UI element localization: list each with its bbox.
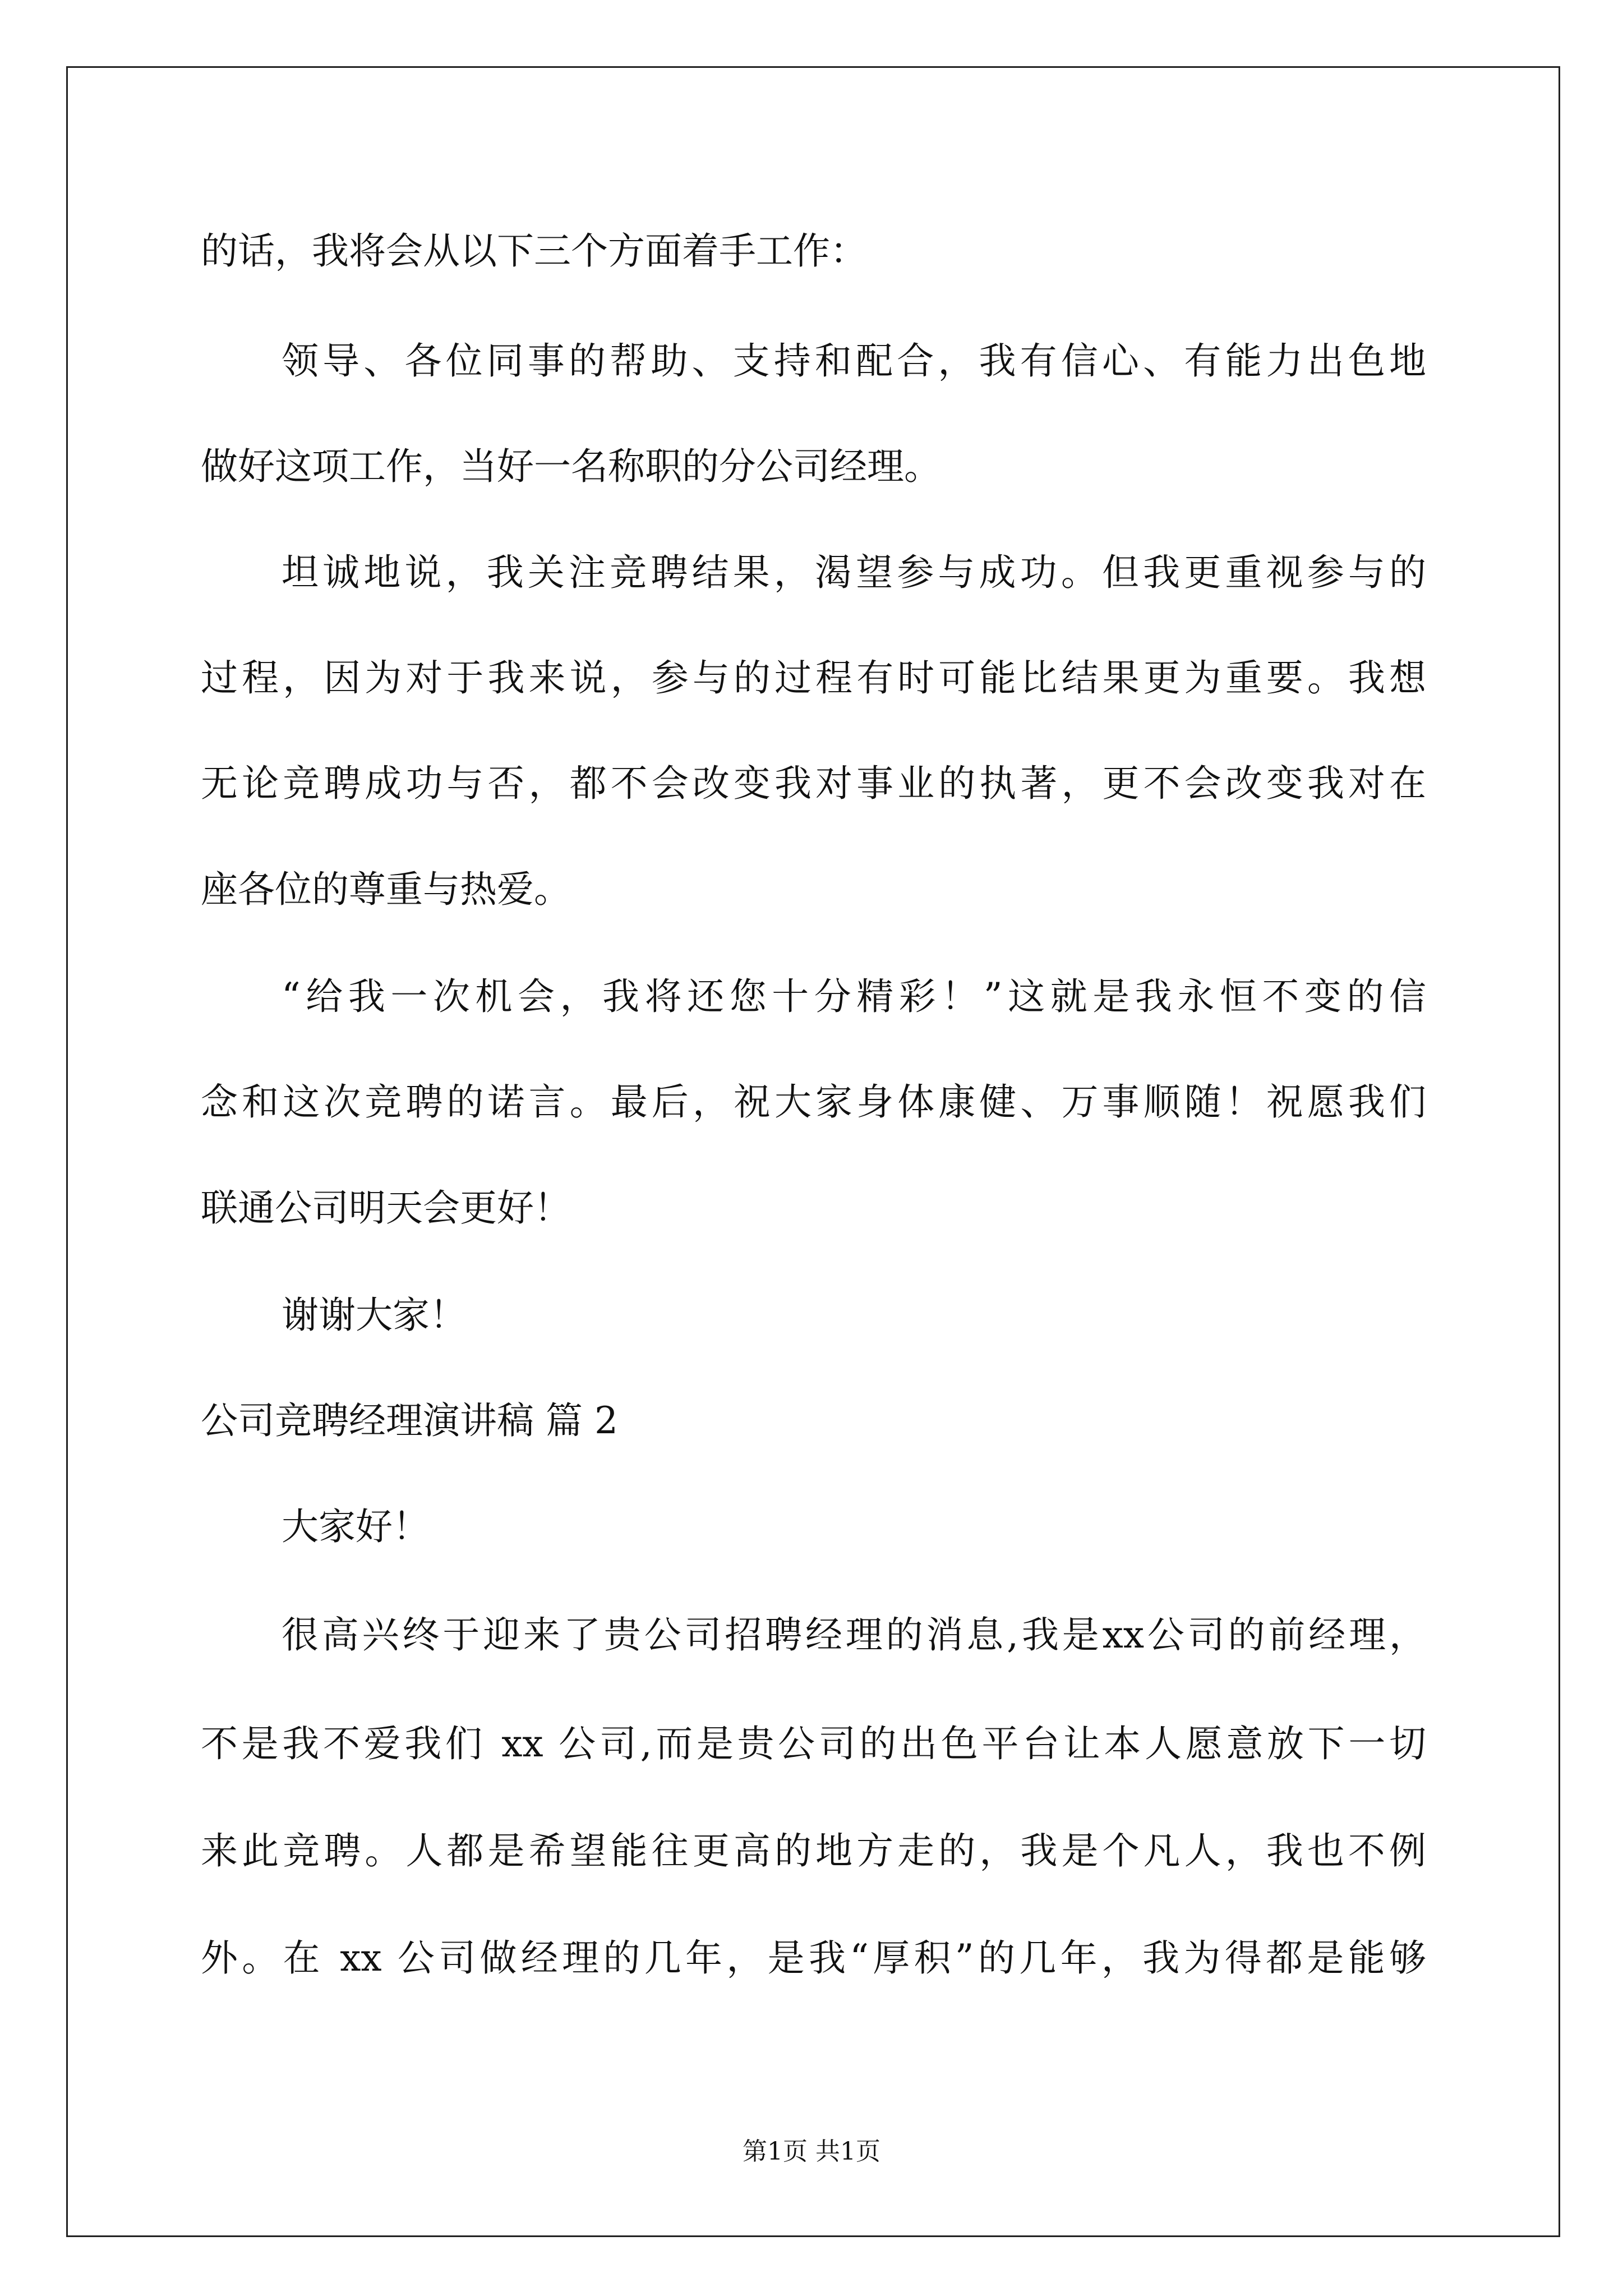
body-line: 来此竞聘。人都是希望能往更高的地方走的，我是个凡人，我也不例 xyxy=(201,1829,1426,1872)
body-line: 大家好！ xyxy=(282,1505,430,1548)
body-line: 念和这次竞聘的诺言。最后，祝大家身体康健、万事顺随！祝愿我们 xyxy=(201,1080,1426,1124)
page-border xyxy=(66,66,1560,2237)
body-line: 联通公司明天会更好！ xyxy=(201,1186,571,1230)
body-line: 做好这项工作，当好一名称职的分公司经理。 xyxy=(201,445,941,488)
body-line: 座各位的尊重与热爱。 xyxy=(201,868,571,911)
body-line: “给我一次机会，我将还您十分精彩！”这就是我永恒不变的信 xyxy=(282,975,1426,1018)
body-line: 外。在 xx 公司做经理的几年，是我“厚积”的几年，我为得都是能够 xyxy=(201,1936,1426,1980)
body-line: 坦诚地说，我关注竞聘结果，渴望参与成功。但我更重视参与的 xyxy=(282,551,1426,594)
body-line: 过程，因为对于我来说，参与的过程有时可能比结果更为重要。我想 xyxy=(201,656,1426,700)
body-line: 无论竞聘成功与否，都不会改变我对事业的执著，更不会改变我对在 xyxy=(201,762,1426,805)
body-line: 的话，我将会从以下三个方面着手工作： xyxy=(201,229,867,273)
body-line: 不是我不爱我们 xx 公司,而是贵公司的出色平台让本人愿意放下一切 xyxy=(201,1722,1426,1765)
section-heading: 公司竞聘经理演讲稿 篇 2 xyxy=(201,1399,618,1442)
body-line: 谢谢大家！ xyxy=(282,1294,467,1337)
body-line: 很高兴终于迎来了贵公司招聘经理的消息,我是xx公司的前经理， xyxy=(282,1613,1426,1657)
body-line: 领导、各位同事的帮助、支持和配合，我有信心、有能力出色地 xyxy=(282,339,1426,383)
page-footer: 第1页 共1页 xyxy=(743,2137,880,2166)
